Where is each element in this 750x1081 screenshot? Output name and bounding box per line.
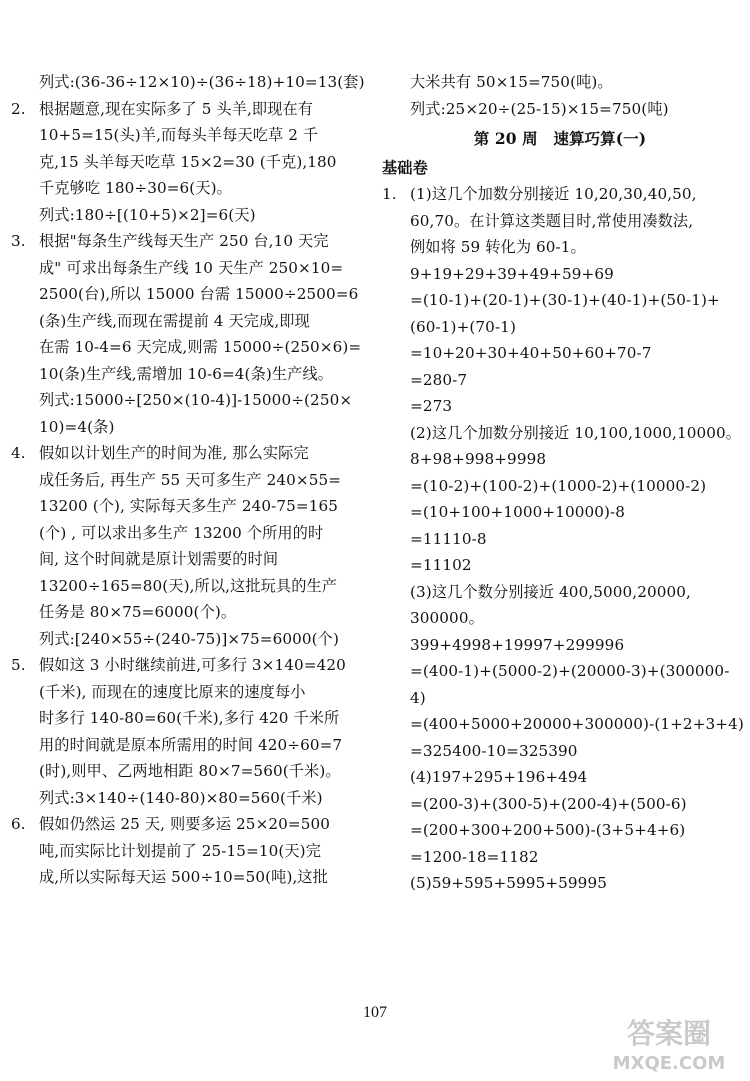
- item-number: 1.: [382, 185, 397, 203]
- right-text-line: =280-7: [410, 370, 468, 389]
- right-text-line: =325400-10=325390: [410, 741, 578, 760]
- item-number: 5.: [11, 656, 26, 674]
- left-text-line: 10)=4(条): [39, 417, 115, 436]
- left-text-line: 13200 (个), 实际每天多生产 240-75=165: [39, 497, 339, 515]
- right-text-line: =10+20+30+40+50+60+70-7: [410, 344, 652, 362]
- left-text-line: 吨,而实际比计划提前了 25-15=10(天)完: [39, 841, 321, 860]
- right-column: [382, 69, 744, 897]
- right-text-line: =11102: [410, 556, 472, 574]
- right-text-line: (60-1)+(70-1): [410, 317, 516, 336]
- page-number: 107: [363, 1004, 387, 1021]
- left-text-line: 千克够吃 180÷30=6(天)。: [39, 179, 232, 197]
- left-text-line: 列式:180÷[(10+5)×2]=6(天): [39, 205, 256, 224]
- item-number: 3.: [11, 232, 26, 250]
- left-text-line: 成任务后, 再生产 55 天可多生产 240×55=: [39, 470, 342, 489]
- watermark-title: 答案圈: [626, 1017, 712, 1050]
- item-text: 假如这 3 小时继续前进,可多行 3×140=420: [39, 656, 346, 674]
- right-text-line: =273: [410, 397, 453, 415]
- item-number: 6.: [11, 815, 26, 833]
- right-text-line: =(200+300+200+500)-(3+5+4+6): [410, 821, 686, 839]
- right-text-line: 300000。: [410, 609, 484, 627]
- right-text-line: 9+19+29+39+49+59+69: [410, 264, 614, 283]
- section-title: 第 20 周 速算巧算(一): [473, 129, 647, 148]
- right-text-line: =(10-2)+(100-2)+(1000-2)+(10000-2): [410, 476, 707, 495]
- left-text-line: 列式:(36-36÷12×10)÷(36÷18)+10=13(套): [39, 73, 365, 91]
- left-text-line: (条)生产线,而现在需提前 4 天完成,即现: [39, 311, 310, 330]
- section-heading: 基础卷: [382, 158, 428, 177]
- right-text-line: 4): [410, 688, 426, 707]
- left-item-line: [11, 440, 365, 467]
- right-text-line: 60,70。在计算这类题目时,常使用凑数法,: [410, 211, 694, 230]
- left-text-line: 2500(台),所以 15000 台需 15000÷2500=6: [39, 285, 359, 303]
- right-text-line: 8+98+998+9998: [410, 450, 547, 468]
- right-text-line: (2)这几个加数分别接近 10,100,1000,10000。: [410, 423, 742, 442]
- left-item-line: [11, 228, 365, 255]
- right-text-line: =11110-8: [410, 529, 487, 548]
- item-text: 假如以计划生产的时间为准, 那么实际完: [39, 444, 309, 462]
- left-column: [11, 69, 365, 891]
- left-text-line: 列式:15000÷[250×(10-4)]-15000÷(250×: [39, 391, 353, 409]
- right-text-line: =(10-1)+(20-1)+(30-1)+(40-1)+(50-1)+: [410, 291, 720, 309]
- left-text-line: (千米), 而现在的速度比原来的速度每小: [39, 682, 306, 701]
- item-number: 4.: [11, 444, 26, 462]
- right-text-line: (3)这几个数分别接近 400,5000,20000,: [410, 582, 691, 601]
- right-text-line: 399+4998+19997+299996: [410, 635, 625, 654]
- left-text-line: 克,15 头羊每天吃草 15×2=30 (千克),180: [39, 152, 337, 171]
- watermark-logo: [594, 1009, 744, 1077]
- left-text-line: 成,所以实际每天运 500÷10=50(吨),这批: [39, 868, 328, 886]
- left-text-line: 10(条)生产线,需增加 10-6=4(条)生产线。: [39, 364, 334, 383]
- right-text-line: 大米共有 50×15=750(吨)。: [410, 73, 613, 91]
- right-text-line: =(200-3)+(300-5)+(200-4)+(500-6): [410, 794, 687, 813]
- right-text-line: 列式:25×20÷(25-15)×15=750(吨): [410, 99, 669, 118]
- right-text-line: 例如将 59 转化为 60-1。: [410, 238, 586, 256]
- item-text: 假如仍然运 25 天, 则要多运 25×20=500: [39, 815, 331, 833]
- left-text-line: 列式:3×140÷(140-80)×80=560(千米): [39, 788, 323, 807]
- right-text-line: (5)59+595+5995+59995: [410, 874, 607, 892]
- left-text-line: (时),则甲、乙两地相距 80×7=560(千米)。: [39, 762, 341, 780]
- right-text-line: =(400+5000+20000+300000)-(1+2+3+4): [410, 715, 744, 733]
- left-text-line: 10+5=15(头)羊,而每头羊每天吃草 2 千: [39, 126, 319, 144]
- left-text-line: 列式:[240×55÷(240-75)]×75=6000(个): [39, 629, 339, 648]
- left-text-line: 间, 这个时间就是原计划需要的时间: [39, 550, 279, 568]
- left-text-line: (个) , 可以求出多生产 13200 个所用的时: [39, 523, 324, 542]
- left-item-line: [11, 811, 365, 838]
- right-text-line: =(400-1)+(5000-2)+(20000-3)+(300000-: [410, 662, 730, 680]
- item-text: 根据"每条生产线每天生产 250 台,10 天完: [39, 232, 329, 250]
- right-item-line: [382, 181, 738, 208]
- item-number: 2.: [11, 99, 26, 118]
- item-text: (1)这几个加数分别接近 10,20,30,40,50,: [410, 185, 697, 203]
- right-text-line: =(10+100+1000+10000)-8: [410, 503, 626, 521]
- left-item-line: [11, 96, 365, 123]
- left-text-line: 13200÷165=80(天),所以,这批玩具的生产: [39, 576, 338, 595]
- right-text-line: =1200-18=1182: [410, 847, 539, 866]
- left-text-line: 时多行 140-80=60(千米),多行 420 千米所: [39, 709, 340, 727]
- left-text-line: 用的时间就是原本所需用的时间 420÷60=7: [39, 735, 343, 754]
- right-text-line: (4)197+295+196+494: [410, 768, 588, 786]
- left-item-line: [11, 652, 365, 679]
- left-text-line: 在需 10-4=6 天完成,则需 15000÷(250×6)=: [39, 338, 362, 356]
- watermark-url: MXQE.COM: [612, 1053, 726, 1074]
- left-text-line: 任务是 80×75=6000(个)。: [39, 603, 237, 621]
- left-text-line: 成" 可求出每条生产线 10 天生产 250×10=: [39, 258, 344, 277]
- item-text: 根据题意,现在实际多了 5 头羊,即现在有: [39, 99, 314, 118]
